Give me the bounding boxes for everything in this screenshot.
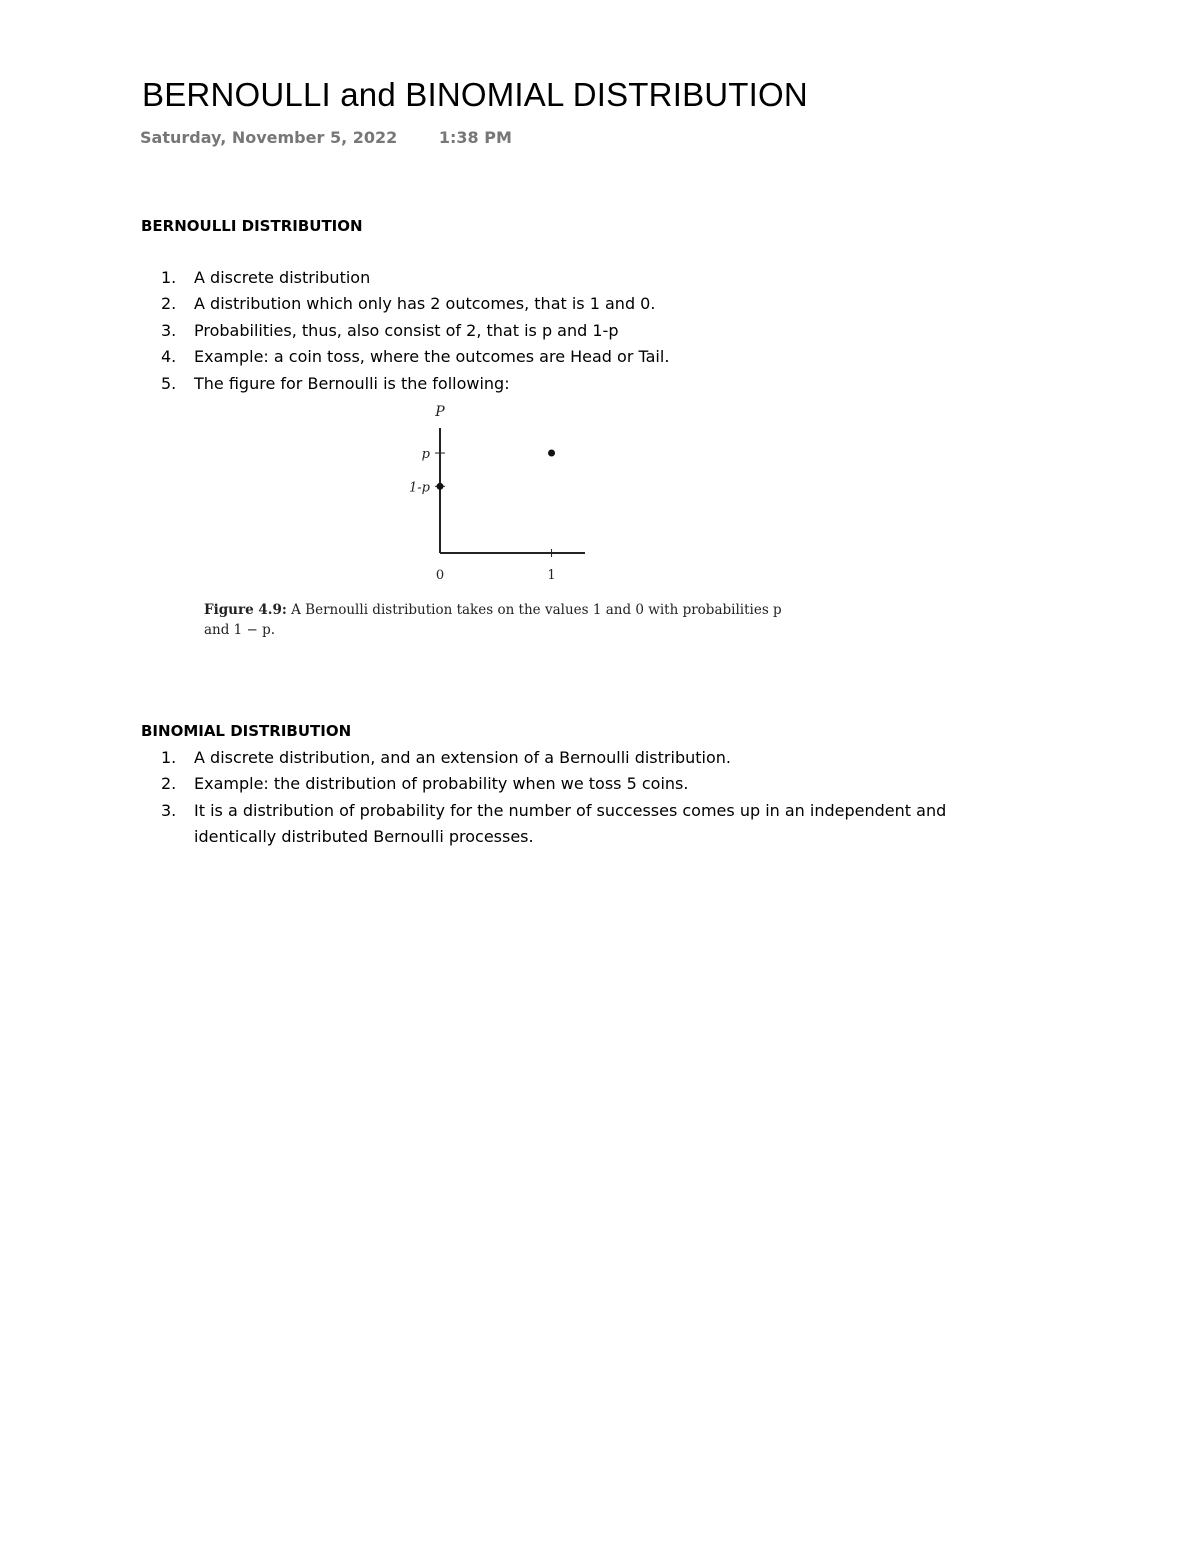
figure-caption-text: A Bernoulli distribution takes on the values 1 and 0 with probabilities p and 1 − p. (204, 602, 782, 638)
list-item-text: A discrete distribution (194, 268, 371, 287)
list-item-text: Example: the distribution of probability when we toss 5 coins. (194, 774, 689, 794)
list-item-text: Probabilities, thus, also consist of 2, that is p and 1-p (194, 320, 619, 340)
list-item-number: 1. (161, 748, 177, 767)
data-point (548, 450, 555, 457)
y-tick-label: p (421, 447, 430, 462)
list-item-number: 4. (161, 347, 177, 367)
list-item-number: 5. (161, 373, 177, 393)
list-item (141, 371, 669, 397)
list-item-number: 2. (161, 774, 177, 794)
page-metadata (140, 128, 512, 147)
y-axis-label: P (435, 404, 445, 420)
list-item (141, 265, 669, 291)
bernoulli-heading: BERNOULLI DISTRIBUTION (141, 217, 363, 235)
x-tick-label: 1 (547, 568, 556, 583)
list-item (141, 771, 1014, 797)
binomial-heading: BINOMIAL DISTRIBUTION (141, 722, 352, 740)
list-item (141, 291, 669, 317)
list-item-number: 3. (161, 800, 177, 820)
data-point (437, 483, 444, 490)
bernoulli-chart (200, 400, 800, 595)
figure-caption (204, 600, 804, 640)
binomial-list (141, 745, 1014, 851)
list-item-text: The figure for Bernoulli is the following: (194, 373, 510, 393)
list-item-text: It is a distribution of probability for the number of successes comes up in an independent and identically distributed Bernoulli processes. (194, 800, 947, 847)
page-time: 1:38 PM (438, 128, 512, 147)
list-item-text: Example: a coin toss, where the outcomes are Head or Tail. (194, 347, 670, 367)
page-title: BERNOULLI and BINOMIAL DISTRIBUTION (142, 76, 808, 113)
list-item (141, 745, 1014, 771)
list-item (141, 798, 1014, 851)
list-item (141, 344, 669, 370)
bernoulli-figure (200, 400, 800, 645)
list-item-number: 1. (161, 268, 177, 287)
list-item-text: A discrete distribution, and an extension of a Bernoulli distribution. (194, 748, 731, 767)
x-tick-label: 0 (435, 568, 445, 583)
page-date: Saturday, November 5, 2022 (140, 128, 398, 147)
bernoulli-list (141, 265, 669, 397)
list-item-number: 3. (161, 320, 177, 340)
figure-caption-label: Figure 4.9: (204, 602, 287, 618)
list-item (141, 318, 669, 344)
list-item-text: A distribution which only has 2 outcomes, that is 1 and 0. (194, 294, 656, 314)
list-item-number: 2. (161, 294, 177, 314)
y-tick-label: 1-p (409, 480, 430, 496)
